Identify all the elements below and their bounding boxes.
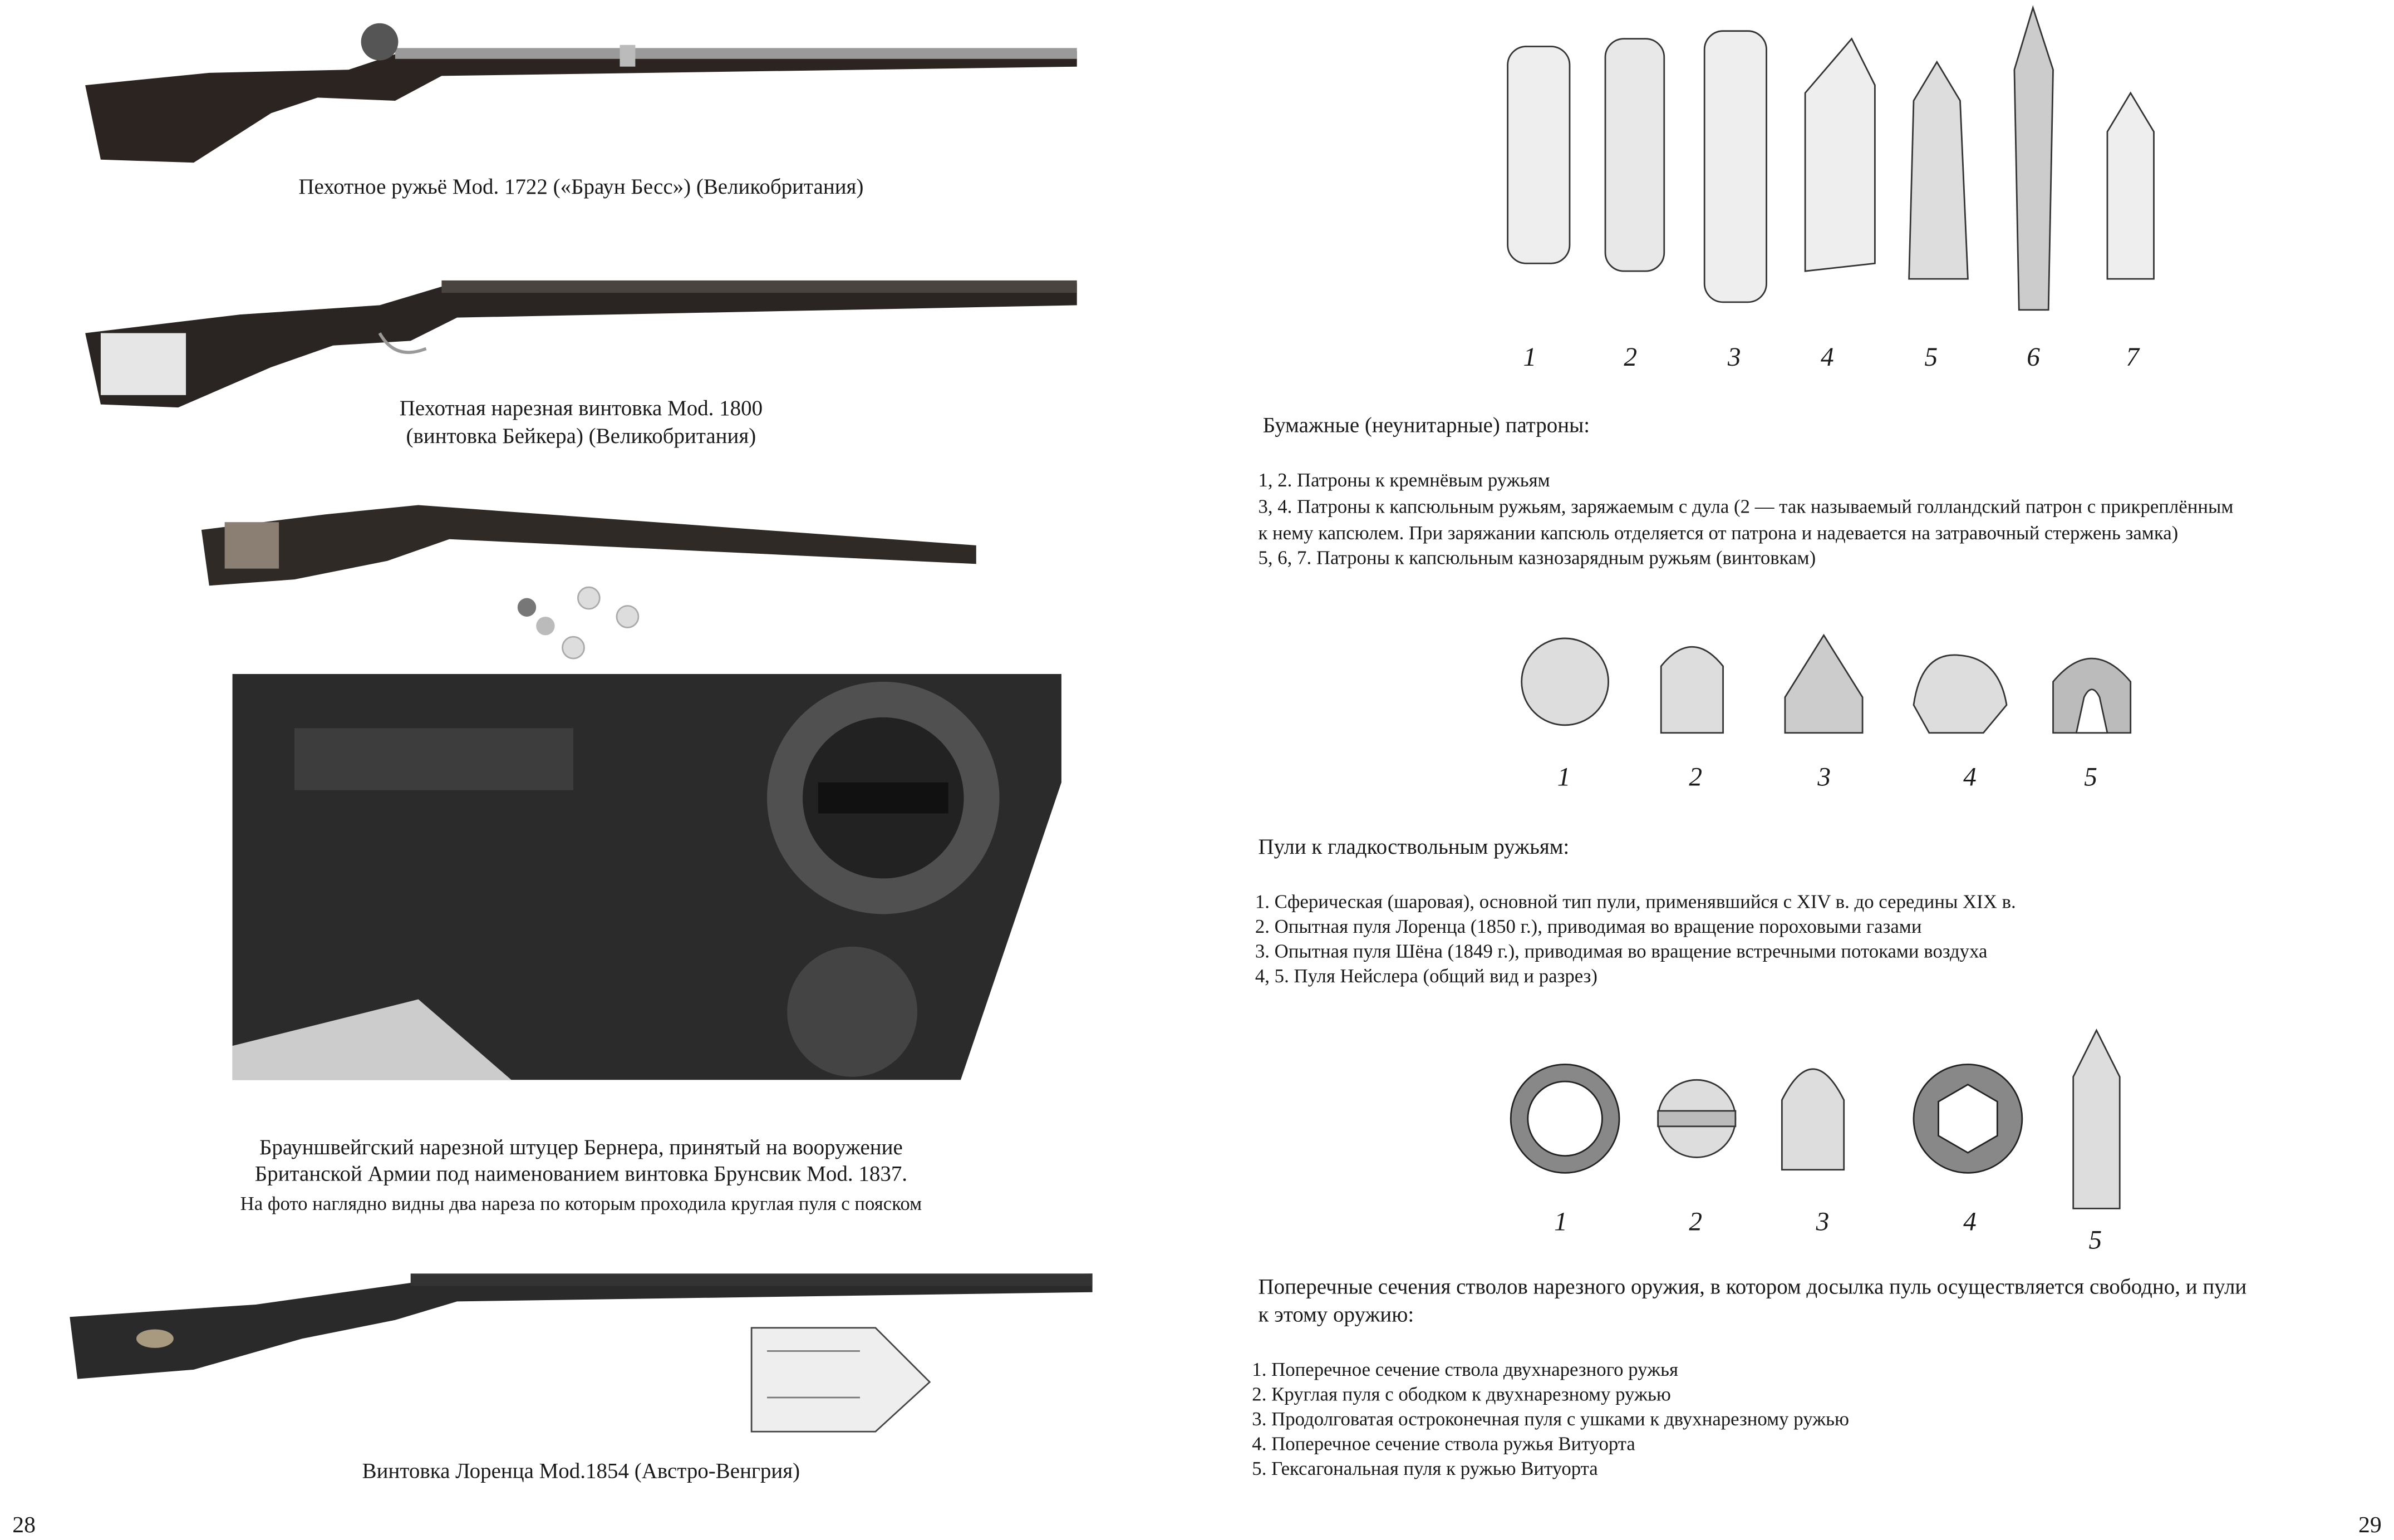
smoothbore-bullets-item: 2. Опытная пуля Лоренца (1850 г.), приводимая во вращение пороховыми газами [1255, 916, 1922, 938]
caption-lorenz-rifle: Винтовка Лоренца Mod.1854 (Австро-Венгрия) [362, 1461, 800, 1484]
section-number-5: 5 [2088, 1225, 2102, 1255]
cartridge-number-3: 3 [1727, 342, 1741, 372]
page-number-right: 29 [2358, 1513, 2382, 1539]
bullet-number-2: 2 [1689, 762, 1703, 792]
lorenz-rifle-image [70, 1258, 1092, 1436]
caption-baker-rifle-line1: Пехотная нарезная винтовка Mod. 1800 [399, 398, 763, 422]
cartridge-number-5: 5 [1924, 342, 1938, 372]
section-number-1: 1 [1554, 1207, 1567, 1237]
cartridges-item: к нему капсюлем. При заряжании капсюль отделяется от патрона и надевается на затравочный стержень замка) [1258, 522, 2179, 544]
rifled-sections-illustration [1503, 1030, 2154, 1224]
rifled-sections-item: 2. Круглая пуля с ободком к двухнарезному ружью [1252, 1383, 1671, 1405]
section-number-3: 3 [1816, 1207, 1830, 1237]
smoothbore-bullets-item: 1. Сферическая (шаровая), основной тип пули, применявшийся с XIV в. до середины XIX в. [1255, 890, 2016, 913]
cartridges-item: 5, 6, 7. Патроны к капсюльным казнозарядным ружьям (винтовкам) [1258, 547, 1816, 569]
cartridges-item: 1, 2. Патроны к кремнёвым ружьям [1258, 469, 1550, 491]
smoothbore-bullets-item: 3. Опытная пуля Шёна (1849 г.), приводимая во вращение встречными потоками воздуха [1255, 940, 1988, 962]
smoothbore-bullets-item: 4, 5. Пуля Нейслера (общий вид и разрез) [1255, 965, 1597, 987]
caption-brunswick-line3: На фото наглядно видны два нареза по которым проходила круглая пуля с пояском [240, 1193, 922, 1215]
section-number-4: 4 [1963, 1207, 1977, 1237]
cartridge-number-7: 7 [2126, 342, 2140, 372]
caption-brown-bess: Пехотное ружьё Mod. 1722 («Браун Бесс») (Великобритания) [298, 176, 864, 200]
rifled-sections-heading-line1: Поперечные сечения стволов нарезного оружия, в котором досылка пуль осуществляется свободно, и пули [1258, 1276, 2247, 1300]
rifled-sections-item: 3. Продолговатая остроконечная пуля с ушками к двухнарезному ружью [1252, 1408, 1850, 1430]
caption-baker-rifle-line2: (винтовка Бейкера) (Великобритания) [406, 426, 756, 450]
bullet-number-3: 3 [1817, 762, 1831, 792]
baker-rifle-image [85, 271, 1077, 411]
rifled-sections-item: 4. Поперечное сечение ствола ружья Витуорта [1252, 1433, 1635, 1455]
bullet-number-5: 5 [2084, 762, 2097, 792]
smoothbore-bullets-illustration [1518, 627, 2139, 744]
cartridges-heading: Бумажные (неунитарные) патроны: [1262, 415, 1590, 439]
cartridge-number-6: 6 [2027, 342, 2040, 372]
rifled-sections-heading-line2: к этому оружию: [1258, 1304, 1414, 1328]
brunswick-rifle-image [201, 484, 976, 662]
cartridge-number-2: 2 [1624, 342, 1638, 372]
bullet-number-1: 1 [1557, 762, 1571, 792]
rifled-sections-item: 5. Гексагональная пуля к ружью Витуорта [1252, 1458, 1598, 1480]
paper-cartridges-illustration [1503, 8, 2169, 318]
smoothbore-bullets-heading: Пули к гладкоствольным ружьям: [1258, 837, 1570, 860]
brunswick-muzzle-closeup-photo [233, 674, 1061, 1080]
section-number-2: 2 [1689, 1207, 1703, 1237]
bullet-number-4: 4 [1963, 762, 1977, 792]
cartridges-item: 3, 4. Патроны к капсюльным ружьям, заряжаемым с дула (2 — так называемый голландский патрон с прикреплённым [1258, 495, 2234, 518]
caption-brunswick-line2: Британской Армии под наименованием винтовка Брунсвик Mod. 1837. [254, 1163, 908, 1187]
page-number-left: 28 [12, 1513, 36, 1539]
caption-brunswick-line1: Брауншвейгский нарезной штуцер Бернера, принятый на вооружение [259, 1137, 903, 1161]
cartridge-number-1: 1 [1523, 342, 1537, 372]
brown-bess-musket-image [85, 8, 1077, 163]
rifled-sections-item: 1. Поперечное сечение ствола двухнарезного ружья [1252, 1359, 1679, 1381]
cartridge-number-4: 4 [1820, 342, 1834, 372]
